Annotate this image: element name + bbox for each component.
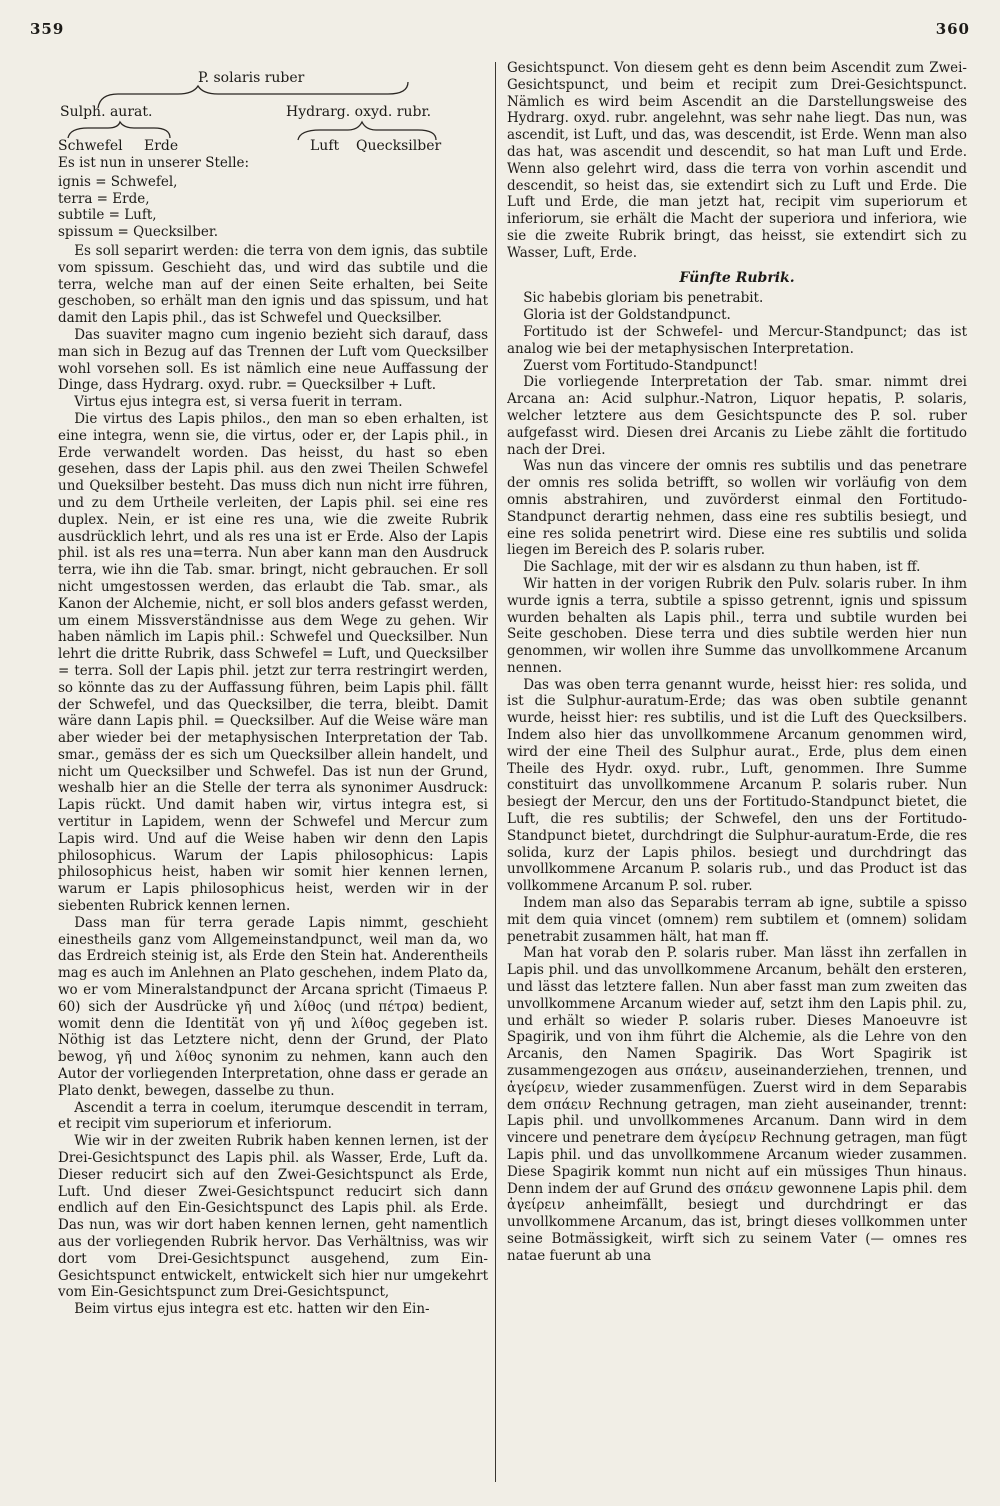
right-text [507, 60, 967, 1265]
paragraph: Zuerst vom Fortitudo-Standpunct! [523, 357, 759, 374]
diagram-quecksilber-label: Quecksilber [356, 138, 442, 154]
latin-quote: Ascendit a terra in coelum, iterumque descendit in terram, et recipit vim superiorum et inferiorum. [58, 1099, 488, 1133]
paragraph: Das was oben terra genannt wurde, heisst hier: res solida, und ist die Sulphur-auratum-Erde; das was oben subtile genannt wurde, heisst hier: res subtilis, und ist die Luft des Quecksilbers. Indem also hier das unvollkommene Arcanum genommen wird, wird der eine Theil des Sulphur aurat., Erde, plus dem einen Theile des Hydr. oxyd. rubr., Luft, genommen. Ihre Summe constituirt das unvollkommene Arcanum P. solaris ruber. Nun besiegt der Mercur, den uns der Fortitudo-Standpunct bietet, die Luft, die res subtilis; der Schwefel, den uns der Fortitudo-Standpunct bietet, durchdringt die Sulphur-auratum-Erde, die res solida, kurz der Lapis philos. besiegt und durchdringt das unvollkommene Arcanum P. solaris rub., und das Product ist das vollkommene Arcanum P. sol. ruber. [507, 676, 967, 895]
diagram-sulph-label: Sulph. aurat. [60, 104, 153, 120]
paragraph: Indem man also das Separabis terram ab igne, subtile a spisso mit dem quia vincet (omnem) rem subtilem et (omnem) solidam penetrabit zusammen hält, hat man ff. [507, 895, 967, 945]
separation-diagram [58, 60, 488, 155]
definition-item: terra = Erde, [58, 190, 150, 207]
paragraph: Die vorliegende Interpretation der Tab. smar. nimmt drei Arcana an: Acid sulphur.-Natron, Liquor hepatis, P. solaris, welcher letztere aus dem Gesichtspuncte des P. sol. ruber aufgefasst wird. Diesen drei Arcanis zu Liebe zählt die fortitudo nach der Drei. [507, 374, 967, 458]
diagram-schwefel-label: Schwefel [58, 138, 123, 154]
diagram-erde-label: Erde [144, 138, 179, 154]
latin-quote: Sic habebis gloriam bis penetrabit. [523, 290, 764, 307]
paragraph: Man hat vorab den P. solaris ruber. Man lässt ihn zerfallen in Lapis phil. und das unvollkommene Arcanum, behält den ersteren, und lässt das letztere fallen. Nun aber fasst man zum zweiten das unvollkommene Arcanum wieder auf, setzt ihm den Lapis phil. zu, und erhält so wieder P. solaris ruber. Dieses Manoeuvre ist Spagirik, und von ihm führt die Alchemie, als die Lehre von den Arcanis, den Namen Spagirik. Das Wort Spagirik ist zusammengezogen aus σπάειν, auseinanderziehen, trennen, und ἀγείρειν, wieder zusammenfügen. Zuerst wird in dem Separabis dem σπάειν Rechnung getragen, man zieht auseinander, trennt: Lapis phil. und unvollkommenes Arcanum. Dann wird in dem vincere und penetrare dem ἀγείρειν Rechnung getragen, man fügt Lapis phil. und das unvollkommene Arcanum wieder zusammen. Diese Spagirik kommt nun nicht auf ein müssiges Thun hinaus. Denn indem der auf Grund des σπάειν gewonnene Lapis phil. dem ἀγείρειν anheimfällt, besiegt und durchdringt er das unvollkommene Arcanum, das ist, bringt dieses vollkommen unter seine Botmässigkeit, wirft sich zu seinem Vater (— omnes res natae fuerunt ab una [507, 945, 967, 1264]
paragraph: Es soll separirt werden: die terra von dem ignis, das subtile vom spissum. Geschieht das, und wird das subtile und die terra, welche man auf der einen Seite erhalten, bei Seite geschoben, so erhält man den ignis und das spissum, und hat damit den Lapis phil., das ist Schwefel und Quecksilber. [58, 242, 488, 327]
section-heading: Fünfte Rubrik. [679, 269, 795, 286]
paragraph: Wir hatten in der vorigen Rubrik den Pulv. solaris ruber. In ihm wurde ignis a terra, subtile a spisso getrennt, ignis und spissum wurden behalten als Lapis phil., terra und subtile wurden bei Seite geschoben. Diese terra und dies subtile werden hier nun genommen, wir wollen ihre Summe das unvollkommene Arcanum nennen. [507, 575, 967, 676]
paragraph: Gesichtspunct. Von diesem geht es denn beim Ascendit zum Zwei-Gesichtspunct, und beim et recipit zum Drei-Gesichtspunct. Nämlich es wird beim Ascendit an die Darstellungsweise des Hydrarg. oxyd. rubr. angelehnt, was sehr nahe liegt. Das nun, was ascendit, ist Luft, und das, was descendit, ist Erde. Wenn man also das hat, was ascendit und descendit, so hat man Luft und Erde. Wenn also gelehrt wird, dass die terra von vorhin ascendit und descendit, so heist das, sie extendirt sich zu Luft und Erde. Die Luft und Erde, die man jetzt hat, recipit vim superiorum et inferiorum, sie erhält die Macht der superiora und inferiora, wie sie die zweite Rubrik bringt, das heisst, sie extendirt sich zu Wasser, Luft, Erde. [507, 60, 967, 261]
intro-line: Es ist nun in unserer Stelle: [58, 155, 250, 171]
paragraph: Die virtus des Lapis philos., den man so eben erhalten, ist eine integra, wenn sie, die virtus, oder er, der Lapis phil., in Erde verwandelt worden. Das heisst, du hast so eben gesehen, dass der Lapis phil. aus den zwei Theilen Schwefel und Queksilber besteht. Das muss dich nun nicht irre führen, und zu dem Urtheile verleiten, der Lapis phil. sei eine res duplex. Nein, er ist eine res una, wie die zweite Rubrik ausdrücklich lehrt, und als res una ist er Erde. Also der Lapis phil. ist als res una=terra. Nun aber kann man den Ausdruck terra, wie ihn die Tab. smar. bringt, nicht gebrauchen. Er soll nicht umgestossen werden, das erlaubt die Tab. smar., als Kanon der Alchemie, nicht, er soll blos anders gefasst werden, um einem Missverständnisse aus dem Wege zu gehen. Wir haben nämlich im Lapis phil.: Schwefel und Quecksilber. Nun lehrt die dritte Rubrik, dass Schwefel = Luft, und Quecksilber = terra. Soll der Lapis phil. jetzt zur terra restringirt werden, so könnte das zu der Auffassung führen, beim Lapis phil. fällt der Schwefel, und das Quecksilber, die terra, bleibt. Damit wäre dann Lapis phil. = Quecksilber. Auf die Weise wäre man aber wieder bei der metaphysischen Interpretation der Tab. smar., gemäss der es sich um Quecksilber allein handelt, und nicht um Quecksilber und Schwefel. Das ist nun der Grund, weshalb hier an die Stelle der terra als synonimer Ausdruck: Lapis rückt. Und damit haben wir, virtus integra est, si vertitur in Lapidem, wenn der Schwefel und Mercur zum Lapis wird. Und auf die Weise haben wir denn den Lapis philosophicus. Warum der Lapis philosophicus: Lapis philosophicus heist, haben wir somit hier kennen lernen, warum er Lapis philosophicus heist, werden wir in der siebenten Rubrick kennen lernen. [58, 410, 488, 915]
definition-item: spissum = Quecksilber. [58, 224, 219, 241]
diagram-top-label: P. solaris ruber [198, 70, 305, 86]
paragraph: Beim virtus ejus integra est etc. hatten wir den Ein- [74, 1301, 430, 1318]
page-number-right: 360 [935, 20, 970, 38]
paragraph: Was nun das vincere der omnis res subtilis und das penetrare der omnis res solida betrifft, so wollen wir vorläufig von dem omnis abstrahiren, und zuvörderst einmal den Fortitudo-Standpunct derartig nehmen, dass eine res subtilis besiegt, und eine res solida penetrirt wird. Diese eine res subtilis und solida liegen im Bereich des P. solaris ruber. [507, 458, 967, 559]
column-divider [495, 62, 496, 1482]
diagram-luft-label: Luft [310, 138, 340, 154]
diagram-hydrarg-label: Hydrarg. oxyd. rubr. [286, 104, 432, 120]
paragraph: Die Sachlage, mit der wir es alsdann zu thun haben, ist ff. [523, 559, 921, 576]
page-number-left: 359 [30, 20, 65, 38]
definition-item: subtile = Luft, [58, 207, 157, 224]
paragraph: Dass man für terra gerade Lapis nimmt, geschieht einestheils ganz vom Allgemeinstandpunct, weil man da, wo das Erdreich steinig ist, als Erde den Stein hat. Anderentheils mag es auch im Anlehnen an Plato geschehen, indem Plato da, wo er vom Mineralstandpunct der Arcana spricht (Timaeus P. 60) sich der Ausdrücke γῆ und λίθος (und πέτρα) bedient, womit denn die Identität von γῆ und λίθος gegeben ist. Nöthig ist das Letztere nicht, denn der Grund, der Plato bewog, γῆ und λίθος synonim zu nehmen, kann auch den Autor der vorliegenden Interpretation, ohne dass er gerade an Plato denkt, bewegen, dasselbe zu thun. [58, 914, 488, 1099]
definition-item: ignis = Schwefel, [58, 173, 178, 190]
left-text [58, 155, 488, 1318]
paragraph: Das suaviter magno cum ingenio bezieht sich darauf, dass man sich in Bezug auf das Trennen der Luft vom Quecksilber wohl vorsehen soll. Es ist nämlich eine neue Auffassung der Dinge, dass Hydrarg. oxyd. rubr. = Quecksilber + Luft. [58, 326, 488, 394]
left-column [58, 60, 488, 1480]
latin-quote: Virtus ejus integra est, si versa fuerit in terram. [74, 394, 403, 411]
definition-list [58, 174, 488, 241]
right-column [507, 60, 967, 1480]
paragraph: Gloria ist der Goldstandpunct. [523, 307, 731, 324]
paragraph: Wie wir in der zweiten Rubrik haben kennen lernen, ist der Drei-Gesichtspunct des Lapis phil. als Wasser, Erde, Luft da. Dieser reducirt sich auf den Zwei-Gesichtspunct als Erde, Luft. Und dieser Zwei-Gesichtspunct reducirt sich dann endlich auf den Ein-Gesichtspunct des Lapis phil. als Erde. Das nun, was wir dort haben kennen lernen, geht namentlich aus der vorliegenden Rubrik hervor. Das Verhältniss, was wir dort vom Drei-Gesichtspunct ausgehend, zum Ein-Gesichtspunct entwickelt, entwickelt sich hier nur umgekehrt vom Ein-Gesichtspunct zum Drei-Gesichtspunct, [58, 1133, 488, 1301]
paragraph: Fortitudo ist der Schwefel- und Mercur-Standpunct; das ist analog wie bei der metaphysischen Interpretation. [507, 323, 967, 357]
